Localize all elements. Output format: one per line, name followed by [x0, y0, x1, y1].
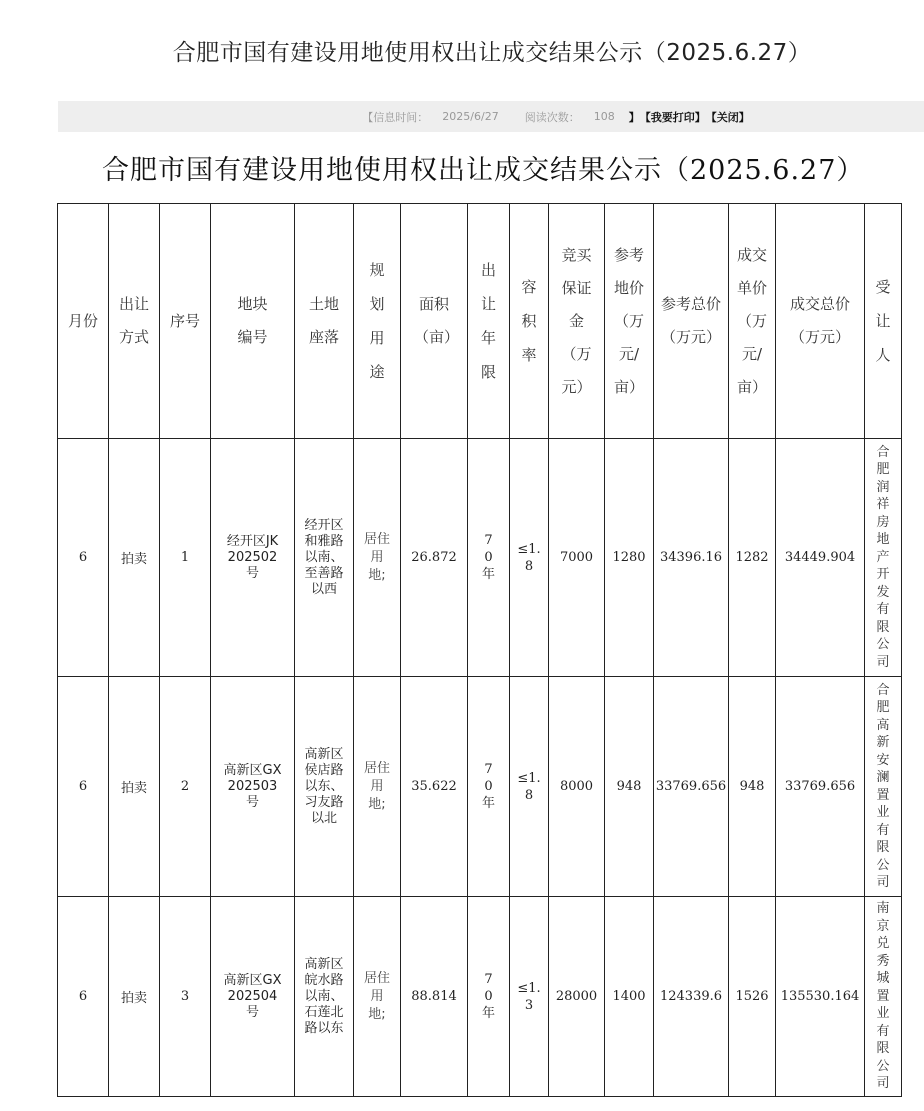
header-deal-unit: 成交单价（万元/亩） [729, 204, 776, 439]
cell-deposit: 7000 [549, 439, 605, 677]
header-seq: 序号 [160, 204, 211, 439]
header-ref-unit: 参考地价（万元/亩） [605, 204, 654, 439]
header-usage: 规划用途 [354, 204, 401, 439]
cell-deal-total: 33769.656 [776, 677, 865, 897]
info-close-bracket: 】 [628, 110, 640, 124]
cell-far: ≤1.8 [510, 677, 549, 897]
header-term: 出让年限 [468, 204, 510, 439]
cell-term: 70年 [468, 677, 510, 897]
table-row [58, 897, 902, 1097]
cell-location: 经开区和雅路以南、至善路以西 [295, 439, 354, 677]
cell-ref-unit: 1400 [605, 897, 654, 1097]
cell-area: 88.814 [401, 897, 468, 1097]
header-deal-total: 成交总价（万元） [776, 204, 865, 439]
cell-parcel: 经开区JK202502号 [211, 439, 295, 677]
cell-deposit: 28000 [549, 897, 605, 1097]
cell-month: 6 [58, 439, 109, 677]
header-deposit: 竞买保证金（万元） [549, 204, 605, 439]
cell-seq: 2 [160, 677, 211, 897]
info-time-value: 2025/6/27 [442, 110, 499, 123]
cell-deal-total: 34449.904 [776, 439, 865, 677]
table-header-row [58, 204, 902, 439]
cell-area: 35.622 [401, 677, 468, 897]
cell-deal-unit: 1526 [729, 897, 776, 1097]
cell-deposit: 8000 [549, 677, 605, 897]
cell-area: 26.872 [401, 439, 468, 677]
cell-grantee: 合肥高新安澜置业有限公司 [865, 677, 902, 897]
header-month: 月份 [58, 204, 109, 439]
cell-method: 拍卖 [109, 677, 160, 897]
header-location: 土地座落 [295, 204, 354, 439]
cell-location: 高新区皖水路以南、石莲北路以东 [295, 897, 354, 1097]
cell-seq: 1 [160, 439, 211, 677]
table-row [58, 439, 902, 677]
cell-ref-unit: 1280 [605, 439, 654, 677]
land-transfer-table [57, 203, 902, 1097]
read-count-value: 108 [593, 110, 615, 123]
header-far: 容积率 [510, 204, 549, 439]
header-area: 面积（亩） [401, 204, 468, 439]
cell-month: 6 [58, 677, 109, 897]
cell-seq: 3 [160, 897, 211, 1097]
cell-far: ≤1.3 [510, 897, 549, 1097]
print-link[interactable]: 【我要打印】 [639, 110, 706, 124]
read-count-label: 阅读次数： [524, 110, 580, 124]
cell-parcel: 高新区GX202504号 [211, 897, 295, 1097]
cell-grantee: 南京兑秀城置业有限公司 [865, 897, 902, 1097]
cell-ref-total: 124339.6 [654, 897, 729, 1097]
table-row [58, 677, 902, 897]
close-link[interactable]: 【关闭】 [705, 110, 750, 124]
cell-ref-total: 34396.16 [654, 439, 729, 677]
header-ref-total: 参考总价（万元） [654, 204, 729, 439]
cell-location: 高新区侯店路以东、习友路以北 [295, 677, 354, 897]
info-bar [58, 101, 924, 132]
cell-ref-unit: 948 [605, 677, 654, 897]
cell-method: 拍卖 [109, 897, 160, 1097]
header-parcel: 地块编号 [211, 204, 295, 439]
document-heading: 合肥市国有建设用地使用权出让成交结果公示（2025.6.27） [102, 155, 865, 186]
cell-term: 70年 [468, 897, 510, 1097]
cell-deal-unit: 1282 [729, 439, 776, 677]
cell-usage: 居住用地; [354, 677, 401, 897]
cell-parcel: 高新区GX202503号 [211, 677, 295, 897]
header-grantee: 受让人 [865, 204, 902, 439]
cell-ref-total: 33769.656 [654, 677, 729, 897]
cell-deal-unit: 948 [729, 677, 776, 897]
header-method: 出让方式 [109, 204, 160, 439]
cell-month: 6 [58, 897, 109, 1097]
cell-usage: 居住用地; [354, 439, 401, 677]
cell-usage: 居住用地; [354, 897, 401, 1097]
cell-grantee: 合肥润祥房地产开发有限公司 [865, 439, 902, 677]
info-time-label: 【信息时间： [362, 110, 429, 124]
cell-far: ≤1.8 [510, 439, 549, 677]
page-title: 合肥市国有建设用地使用权出让成交结果公示（2025.6.27） [172, 40, 812, 66]
cell-method: 拍卖 [109, 439, 160, 677]
cell-term: 70年 [468, 439, 510, 677]
cell-deal-total: 135530.164 [776, 897, 865, 1097]
